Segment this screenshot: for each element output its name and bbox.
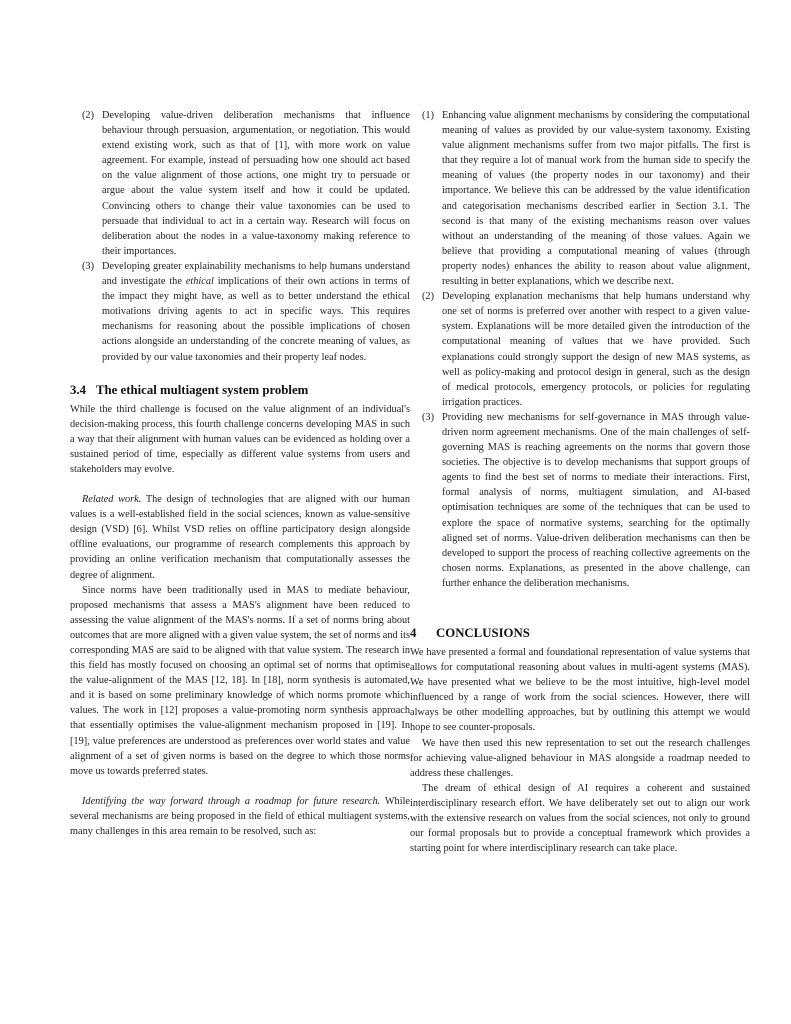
paragraph: The dream of ethical design of AI requires a coherent and sustained interdisciplinary research effort. We have deliberately set out to align our work with the extensive research on values from the social sciences, not only to ground our formal proposals but to provide a conceptual framework which provides a starting point for where interdisciplinary research can take place.: [410, 782, 750, 855]
list-item: [70, 259, 410, 365]
list-item-number: (3): [82, 260, 95, 272]
list-item-text: Providing new mechanisms for self-governance in MAS through value-driven norm agreement mechanisms. One of the main challenges of self-governing MAS is reaching agreements on the norms that govern those societies. The objective is to develop mechanisms that support groups of agents to find the best set of norms to mediate their interactions. First, formal analysis of norms, multiagent simulation, and AI-based optimisation techniques are some of the techniques that can be used to explore the space of normative systems, searching for the optimally aligned set of norms. Value-driven deliberation mechanisms can then be developed to support the process of reaching collective agreements on the chosen norms. Explanations, as presented in the above challenge, can further enhance the deliberation mechanisms.: [442, 411, 750, 589]
paragraph: [70, 492, 410, 583]
paragraph: We have then used this new representation to set out the research challenges for achieving value-aligned behaviour in MAS alongside a roadmap needed to address these challenges.: [410, 737, 750, 779]
list-item: [70, 108, 410, 259]
list-item-number: (2): [82, 110, 95, 121]
section-heading: [410, 625, 750, 641]
list-item-number: (1): [422, 110, 435, 121]
right-challenge-list: [410, 108, 750, 591]
left-challenge-list: [70, 108, 410, 365]
list-item-number: (2): [422, 291, 435, 303]
list-item-text: Developing greater explainability mechanisms to help humans understand and investigate the: [102, 260, 410, 288]
section-title: The ethical multiagent system problem: [96, 382, 309, 397]
list-item-text: implications of their own actions in terms of the impact they might have, as well as to better understand the ethical motivations driving agents to act in specific ways. This requires mechanisms for reasoning about the possible implications of chosen actions alongside an understanding of the concrete meaning of values, as provided by our value taxonomies and their property leaf nodes.: [102, 276, 411, 363]
paragraph: We have presented a formal and foundational representation of value systems that allows for computational reasoning about values in multi-agent systems (MAS). We have presented what we believe to be the most intuitive, high-level model influenced by a range of work from the social sciences. However, there will always be other modelling approaches, but by outlining this attempt we would hope to see counter-proposals.: [410, 647, 750, 734]
section-title: CONCLUSIONS: [436, 626, 530, 640]
paragraph: [70, 794, 410, 839]
list-item: [410, 289, 750, 410]
emphasis-text: ethical: [185, 276, 214, 288]
list-item-text: Developing value-driven deliberation mechanisms that influence behaviour through persuasion, argumentation, or negotiation. This would extend existing work, such as that of [1], with more work on value agreement. For example, instead of persuading how one should act based on the value alignment of those actions, one might try to persuade or argue about the value system itself and how it could be updated. Convincing others to change their value taxonomies can be used to persuade that individual to act in a certain way. Research will focus on deliberation about the nodes in a value-taxonomy making reference to their importances.: [102, 110, 410, 257]
section-number: 3.4: [70, 382, 86, 397]
list-item: [410, 108, 750, 289]
right-column: [410, 108, 750, 856]
section-heading: [70, 382, 410, 398]
paragraph-label: Identifying the way forward through a roadmap for future research.: [82, 795, 381, 807]
list-item-text: Enhancing value alignment mechanisms by considering the computational meaning of values as provided by our value-system taxonomy. Existing value alignment mechanisms suffer from two major pitfalls. The first is that they require a lot of manual work from the human side to specify the meaning of values (the property nodes in our taxonomy) and their importance. We believe this can be addressed by the value identification and categorisation mechanisms described earlier in Section 3.1. The second is that many of the existing mechanisms reason over values without an understanding of the meaning of those values. Again we believe that providing a computational meaning of values (through property nodes) enhances the ability to reason about value alignment, resulting in better explanations, which we describe next.: [442, 110, 750, 288]
paragraph-text: While several mechanisms are being proposed in the field of ethical multiagent systems, many challenges in this area remain to be resolved, such as:: [70, 795, 410, 838]
paragraph: Since norms have been traditionally used in MAS to mediate behaviour, proposed mechanisms that assess a MAS's alignment have been reduced to assessing the value alignment of the MAS's norms. If a set of norms bring about outcomes that are more aligned with a given value system, the set of norms and its corresponding MAS are said to be aligned with that value system. The research in this field has mostly focused on choosing an optimal set of norms that optimise the value-alignment of the MAS [12, 18]. In [18], norm synthesis is automated, and it is based on some preliminary knowledge of which norms promote which values. The work in [12] proposes a value-promoting norm synthesis approach that essentially optimises the value-alignment mechanism proposed in [19]. In [19], value preferences are understood as preferences over world states and value alignment of a set of given norms is based on the degree to which those norms move us towards preferred states.: [70, 584, 410, 777]
paragraph-label: Related work.: [82, 494, 142, 506]
list-item-number: (3): [422, 411, 435, 423]
paragraph-text: The design of technologies that are aligned with our human values is a well-established field in the social sciences, known as value-sensitive design (VSD) [6]. Whilst VSD relies on offline participatory design alongside offline evaluations, our programme of research complements this approach by providing an online verification mechanism that computationally assesses the degree of alignment.: [70, 494, 410, 581]
list-item: [410, 410, 750, 591]
section-number: 4: [410, 626, 417, 640]
list-item-text: Developing explanation mechanisms that help humans understand why one set of norms is preferred over another with respect to a given value-system. Explanations will be more detailed given the introduction of the computational meaning of values that we have provided. Such explanations could strongly support the design of new MAS systems, as well as policy-making and protocol design in general, such as the design of medical protocols, emergency protocols, or policies for regulating irrigation practices.: [442, 291, 750, 408]
paragraph: While the third challenge is focused on the value alignment of an individual's decision-making process, this fourth challenge concerns developing MAS in such a way that their alignment with human values can be evidenced as holding over a sustained period of time, especially as different value systems from users and stakeholders may evolve.: [70, 403, 410, 475]
left-column: [70, 108, 410, 839]
